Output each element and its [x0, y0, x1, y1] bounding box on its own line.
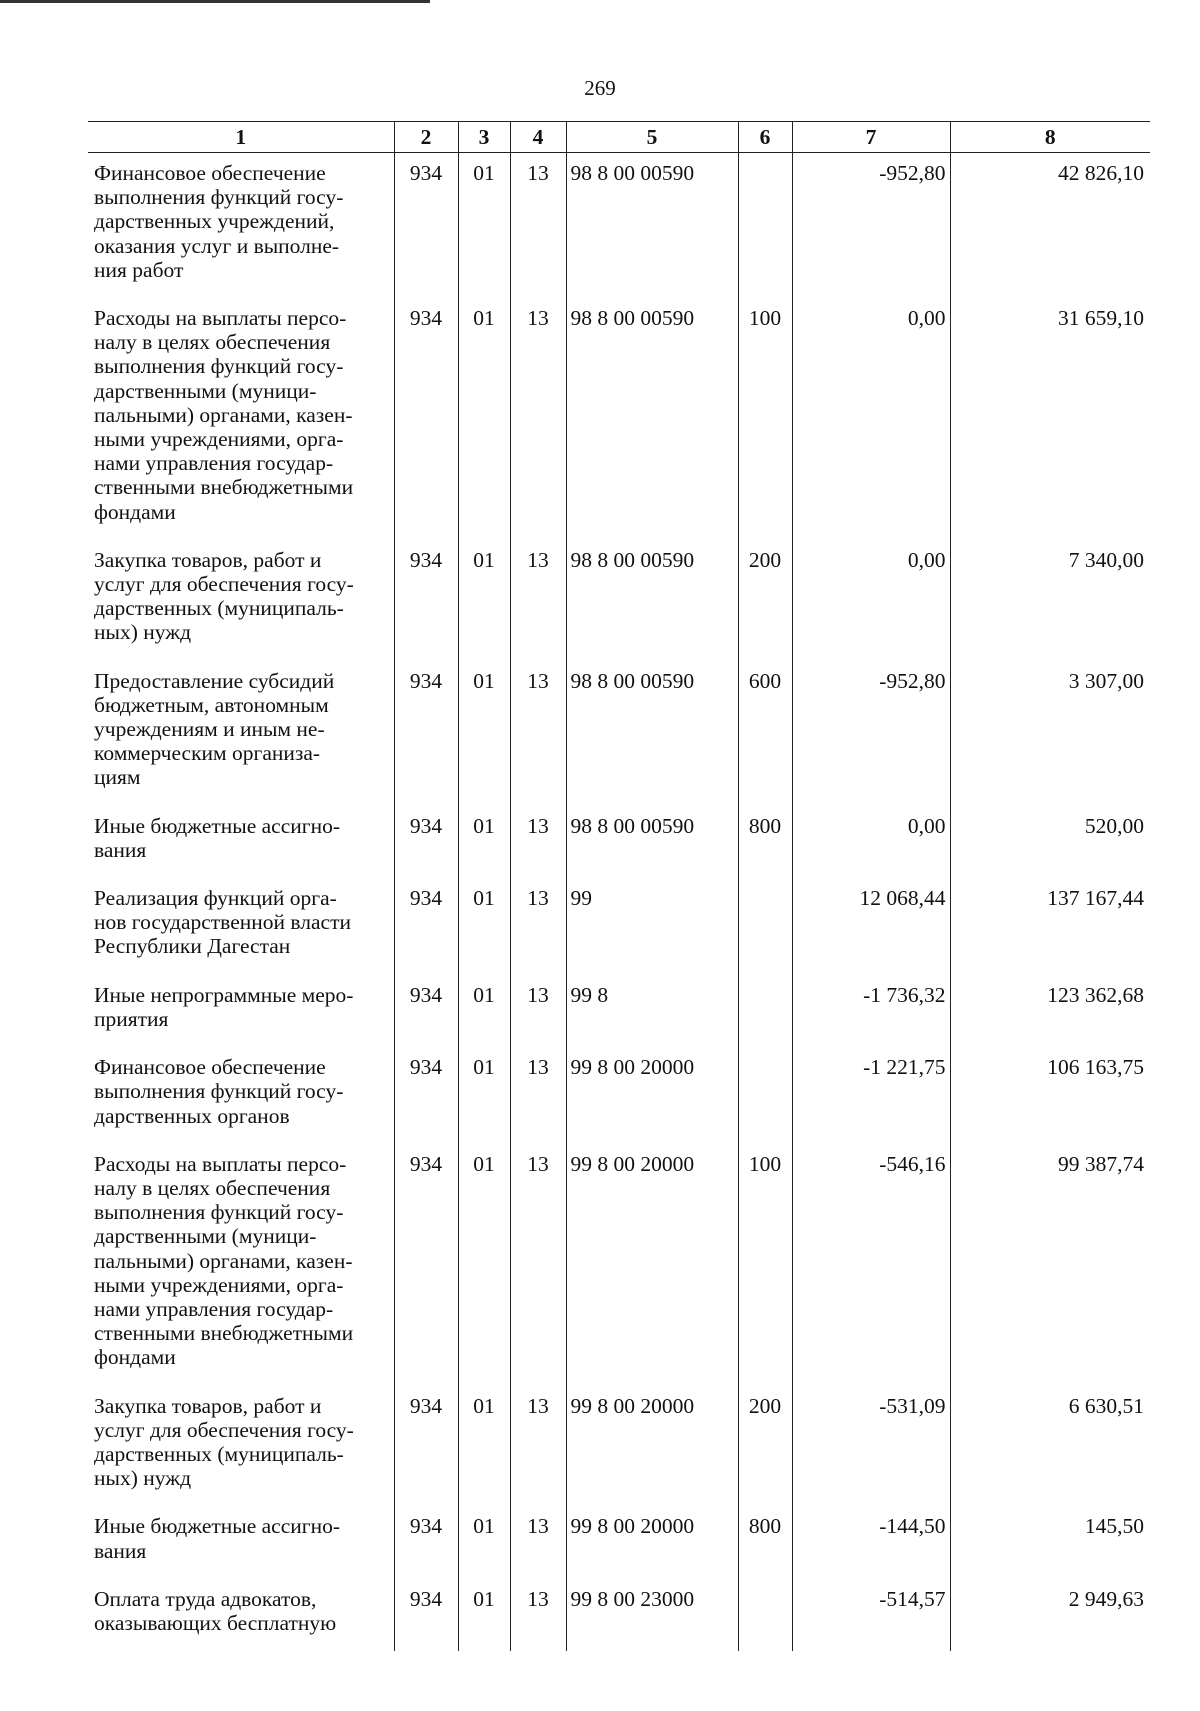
section-code-cell: 01: [458, 1047, 510, 1144]
expense-name-line: учреждениям и иным не-: [94, 717, 325, 742]
target-article-cell: 98 8 00 00590: [566, 153, 738, 299]
expense-name-line: нами управления государ-: [94, 451, 334, 476]
expense-type-cell: [738, 1579, 792, 1651]
expense-name-line: фондами: [94, 1345, 176, 1370]
subsection-code-cell: 13: [510, 1506, 566, 1578]
expense-name-line: Республики Дагестан: [94, 934, 291, 959]
subsection-code-cell: 13: [510, 975, 566, 1047]
subsection-code-cell: 13: [510, 1386, 566, 1507]
header-col-8: 8: [950, 122, 1150, 153]
expense-name-line: выполнения функций госу-: [94, 1200, 344, 1225]
change-amount-cell: -144,50: [792, 1506, 950, 1578]
target-article-cell: 99 8 00 20000: [566, 1506, 738, 1578]
expense-name-line: вания: [94, 1538, 147, 1563]
expense-name-cell: [88, 878, 394, 975]
change-amount-cell: -514,57: [792, 1579, 950, 1651]
expense-name-line: Реализация функций орга-: [94, 886, 337, 911]
expense-name-line: дарственными (муници-: [94, 378, 317, 403]
expense-name-line: дарственных учреждений,: [94, 209, 335, 234]
total-amount-cell: 6 630,51: [950, 1386, 1150, 1507]
section-code-cell: 01: [458, 661, 510, 806]
expense-name: [94, 306, 392, 524]
table-row: [88, 298, 1150, 540]
expense-type-cell: 600: [738, 661, 792, 806]
change-amount-cell: -952,80: [792, 153, 950, 299]
subsection-code-cell: 13: [510, 540, 566, 661]
ministry-code-cell: 934: [394, 1386, 458, 1507]
expense-name-line: Предоставление субсидий: [94, 668, 335, 693]
table-row: [88, 1047, 1150, 1144]
total-amount-cell: 42 826,10: [950, 153, 1150, 299]
table-row: [88, 153, 1150, 299]
total-amount-cell: 137 167,44: [950, 878, 1150, 975]
expense-name-line: выполнения функций госу-: [94, 354, 344, 379]
expense-name-line: ных) нужд: [94, 620, 192, 645]
change-amount-cell: 0,00: [792, 298, 950, 540]
ministry-code-cell: 934: [394, 661, 458, 806]
ministry-code-cell: 934: [394, 975, 458, 1047]
table-row: [88, 975, 1150, 1047]
change-amount-cell: 0,00: [792, 806, 950, 878]
expense-name-line: нов государственной власти: [94, 910, 351, 935]
total-amount-cell: 31 659,10: [950, 298, 1150, 540]
expense-name-line: дарственными (муници-: [94, 1224, 317, 1249]
expense-type-cell: 800: [738, 1506, 792, 1578]
expense-name-line: Расходы на выплаты персо-: [94, 306, 347, 331]
expense-name-line: ными учреждениями, орга-: [94, 427, 344, 452]
expense-name-line: налу в целях обеспечения: [94, 330, 331, 355]
header-col-1: 1: [88, 122, 394, 153]
header-col-6: 6: [738, 122, 792, 153]
section-code-cell: 01: [458, 1144, 510, 1386]
section-code-cell: 01: [458, 1506, 510, 1578]
header-col-2: 2: [394, 122, 458, 153]
total-amount-cell: 7 340,00: [950, 540, 1150, 661]
expense-name-line: фондами: [94, 499, 176, 524]
subsection-code-cell: 13: [510, 878, 566, 975]
header-col-5: 5: [566, 122, 738, 153]
target-article-cell: 98 8 00 00590: [566, 540, 738, 661]
expense-name-line: выполнения функций госу-: [94, 1079, 344, 1104]
expense-name-line: услуг для обеспечения госу-: [94, 1417, 354, 1442]
expense-name-line: пальными) органами, казен-: [94, 402, 353, 427]
ministry-code-cell: 934: [394, 540, 458, 661]
expense-name-line: коммерческим организа-: [94, 741, 321, 766]
total-amount-cell: 123 362,68: [950, 975, 1150, 1047]
target-article-cell: 99: [566, 878, 738, 975]
expense-name-line: Иные бюджетные ассигно-: [94, 813, 340, 838]
expense-name-line: оказывающих бесплатную: [94, 1610, 337, 1635]
expense-name-line: Закупка товаров, работ и: [94, 547, 322, 572]
expense-name-line: Расходы на выплаты персо-: [94, 1151, 347, 1176]
table-row: [88, 878, 1150, 975]
total-amount-cell: 3 307,00: [950, 661, 1150, 806]
section-code-cell: 01: [458, 975, 510, 1047]
total-amount-cell: 2 949,63: [950, 1579, 1150, 1651]
section-code-cell: 01: [458, 540, 510, 661]
expense-type-cell: 800: [738, 806, 792, 878]
expense-name-line: бюджетным, автономным: [94, 692, 329, 717]
change-amount-cell: -1 221,75: [792, 1047, 950, 1144]
target-article-cell: 99 8 00 23000: [566, 1579, 738, 1651]
expense-name-line: Оплата труда адвокатов,: [94, 1586, 317, 1611]
expense-type-cell: [738, 975, 792, 1047]
subsection-code-cell: 13: [510, 153, 566, 299]
expense-name-line: Иные непрограммные меро-: [94, 982, 354, 1007]
expense-name-cell: [88, 975, 394, 1047]
table-row: [88, 806, 1150, 878]
ministry-code-cell: 934: [394, 1579, 458, 1651]
expense-type-cell: 100: [738, 1144, 792, 1386]
total-amount-cell: 520,00: [950, 806, 1150, 878]
expense-name-line: налу в целях обеспечения: [94, 1175, 331, 1200]
expense-name-line: нами управления государ-: [94, 1296, 334, 1321]
expense-type-cell: [738, 1047, 792, 1144]
section-code-cell: 01: [458, 878, 510, 975]
header-col-3: 3: [458, 122, 510, 153]
expense-name-line: Финансовое обеспечение: [94, 161, 326, 185]
expense-name-line: дарственных органов: [94, 1103, 290, 1128]
table-row: [88, 1144, 1150, 1386]
expense-name: [94, 886, 392, 959]
expense-name-line: циям: [94, 765, 141, 790]
expense-type-cell: 200: [738, 1386, 792, 1507]
subsection-code-cell: 13: [510, 661, 566, 806]
expense-type-cell: 100: [738, 298, 792, 540]
section-code-cell: 01: [458, 298, 510, 540]
change-amount-cell: -531,09: [792, 1386, 950, 1507]
table-row: [88, 1386, 1150, 1507]
expense-name-line: пальными) органами, казен-: [94, 1248, 353, 1273]
section-code-cell: 01: [458, 153, 510, 299]
section-code-cell: 01: [458, 806, 510, 878]
table-row: [88, 661, 1150, 806]
expense-name: [94, 161, 392, 282]
expense-name-line: ственными внебюджетными: [94, 1321, 354, 1346]
expense-name-line: дарственных (муниципаль-: [94, 1441, 344, 1466]
expense-name-line: дарственных (муниципаль-: [94, 596, 344, 621]
change-amount-cell: -952,80: [792, 661, 950, 806]
subsection-code-cell: 13: [510, 1144, 566, 1386]
expense-name: [94, 1152, 392, 1370]
expense-name: [94, 1514, 392, 1562]
expense-name-cell: [88, 1386, 394, 1507]
expense-type-cell: [738, 153, 792, 299]
expense-name: [94, 983, 392, 1031]
header-col-7: 7: [792, 122, 950, 153]
expense-name-line: оказания услуг и выполне-: [94, 233, 340, 258]
expense-name-cell: [88, 1047, 394, 1144]
total-amount-cell: 99 387,74: [950, 1144, 1150, 1386]
expense-name-line: Финансовое обеспечение: [94, 1055, 326, 1080]
change-amount-cell: -546,16: [792, 1144, 950, 1386]
subsection-code-cell: 13: [510, 298, 566, 540]
table-body: [88, 153, 1150, 1652]
expense-name-line: выполнения функций госу-: [94, 185, 344, 210]
table-row: [88, 540, 1150, 661]
expense-name-cell: [88, 806, 394, 878]
expense-name-cell: [88, 540, 394, 661]
change-amount-cell: 12 068,44: [792, 878, 950, 975]
expense-name: [94, 814, 392, 862]
ministry-code-cell: 934: [394, 1047, 458, 1144]
expense-name: [94, 1587, 392, 1635]
expense-name-line: Закупка товаров, работ и: [94, 1393, 322, 1418]
ministry-code-cell: 934: [394, 153, 458, 299]
subsection-code-cell: 13: [510, 806, 566, 878]
ministry-code-cell: 934: [394, 1144, 458, 1386]
expense-name-cell: [88, 298, 394, 540]
target-article-cell: 99 8 00 20000: [566, 1144, 738, 1386]
expense-name-line: Иные бюджетные ассигно-: [94, 1514, 340, 1539]
budget-table: [88, 121, 1150, 1651]
ministry-code-cell: 934: [394, 878, 458, 975]
subsection-code-cell: 13: [510, 1047, 566, 1144]
table-row: [88, 1579, 1150, 1651]
expense-name-line: ственными внебюджетными: [94, 475, 354, 500]
header-col-4: 4: [510, 122, 566, 153]
target-article-cell: 99 8: [566, 975, 738, 1047]
scan-edge-line: [0, 0, 430, 3]
expense-name: [94, 548, 392, 645]
expense-name: [94, 669, 392, 790]
total-amount-cell: 145,50: [950, 1506, 1150, 1578]
expense-name-line: услуг для обеспечения госу-: [94, 572, 354, 597]
expense-name-line: ными учреждениями, орга-: [94, 1272, 344, 1297]
target-article-cell: 99 8 00 20000: [566, 1047, 738, 1144]
table-row: [88, 1506, 1150, 1578]
change-amount-cell: 0,00: [792, 540, 950, 661]
expense-name-cell: [88, 661, 394, 806]
total-amount-cell: 106 163,75: [950, 1047, 1150, 1144]
expense-name-cell: [88, 153, 394, 299]
table-header-row: [88, 122, 1150, 153]
expense-name-line: вания: [94, 837, 147, 862]
expense-type-cell: [738, 878, 792, 975]
expense-name: [94, 1055, 392, 1128]
expense-name-line: приятия: [94, 1006, 169, 1031]
page-number: 269: [584, 76, 616, 100]
target-article-cell: 98 8 00 00590: [566, 661, 738, 806]
target-article-cell: 99 8 00 20000: [566, 1386, 738, 1507]
change-amount-cell: -1 736,32: [792, 975, 950, 1047]
ministry-code-cell: 934: [394, 298, 458, 540]
section-code-cell: 01: [458, 1579, 510, 1651]
ministry-code-cell: 934: [394, 1506, 458, 1578]
target-article-cell: 98 8 00 00590: [566, 298, 738, 540]
expense-name-line: ния работ: [94, 257, 184, 282]
expense-type-cell: 200: [738, 540, 792, 661]
ministry-code-cell: 934: [394, 806, 458, 878]
subsection-code-cell: 13: [510, 1579, 566, 1651]
target-article-cell: 98 8 00 00590: [566, 806, 738, 878]
expense-name-cell: [88, 1579, 394, 1651]
expense-name: [94, 1394, 392, 1491]
section-code-cell: 01: [458, 1386, 510, 1507]
expense-name-cell: [88, 1506, 394, 1578]
expense-name-line: ных) нужд: [94, 1466, 192, 1491]
expense-name-cell: [88, 1144, 394, 1386]
